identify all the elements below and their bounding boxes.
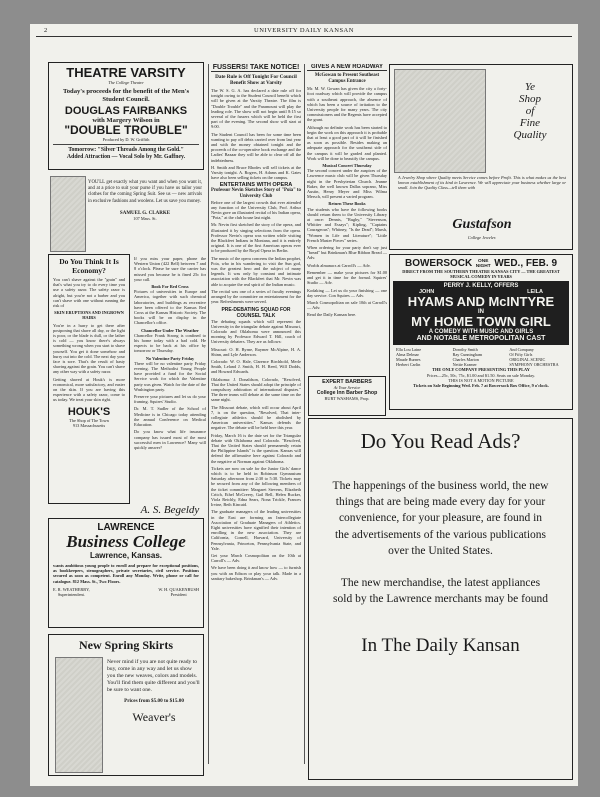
theatre-added: Added Attraction — Vocal Solo by Mr. Gaffney. [66,154,186,160]
roadway-p3: The second concert under the auspices of the Lawrence music club will be given Thursday night in the Presbyterian Church. Jeanne Baker, the well known Dallas soprano, Miss Austin, Henry Meyer and Miss Wilma Mersch, will present a varied program. [307,168,387,200]
notice-heading-valentine: No Valentine Party Friday [145,355,195,361]
theatre-film: "DOUBLE TROUBLE" [64,123,188,138]
college-right-name: W. H. QUAKENBUSH [158,586,199,592]
cast-7: Maude Burnes [396,357,421,363]
fussers-p10: Colorado: W. O. Hale, Clarence Birchhold, Merle Smith, Leland J. Smith, H. H. Reed, Will Dodds, and Howard Edwards. [211,358,301,375]
gustafson-title3: of [525,105,535,117]
college-left-name: E. R. WEATHERBY, [53,586,90,592]
roadway-column [307,64,387,372]
notice-heading-chancellor: Chancellor Under The Weather [141,327,199,333]
bowersock-direct: DIRECT FROM THE SOUTHERN THEATRE KANSAS CITY — THE GREATEST MUSICAL COMEDY IN YEARS [402,269,560,280]
roadway-p6: Worlds almanacs at Carroll's — Adv. [307,262,371,268]
fussers-p14: Tickets are now on sale for the Junior Girls' dance which is to be held in Robinson Gymnasium Saturday afternoon from 2:30 to 5:30. Tickets may be secured from any of the following members of the ticket committee: Margaret Stevens, Elizabeth Critch, Ethel McCreery, Gail Bell, Helen Rucker, Viola Reichly, Edna Sears, Nona Trickle, Frances Irvine, Beth Kincaid. [211,465,301,508]
clarke-tailor-ad [48,174,204,252]
weavers-prices: Prices from $5.00 to $15.00 [124,698,184,704]
read-ads-body2: The new merchandise, the latest appliances sold by the Lawrence merchants may be found [333,577,548,606]
cast-8: Charles Marion [452,357,479,363]
roadway-p2: Although no definite work has been started to begin the work on this approach it is probable that at least a good part of it will be finished as soon as possible. Besides making an adequate approach for the southeast side of the campus it will be graded and planted. Work will be done to beautify the campus. [307,124,387,161]
fussers-p15: The graduate managers of the leading universities in the East are forming an Intercollegiate Association of Graduate Managers of Athletics. Eight universities have signified their intention of enrolling in the new association. They are California, Cornell, Harvard, University of Pennsylvania, Princeton, Pennsylvania State, and Yale. [211,509,301,551]
notice-framing: Preserve your pictures and let us do your framing. Squires' Studio. [134,394,206,405]
theatre-varsity-ad [48,62,204,170]
fussers-p17: We have been doing it and know how — to furnish you with an Edison or play your talk. Made in a sanitary bakeshop. Brinkman's — Adv. [211,565,301,581]
man-illustration [50,176,86,252]
theatre-produced: Produced by D. W. Griffith [102,137,150,143]
roadway-head2: Musical Concert Thursday [322,163,372,169]
roadway-head1: McGowan to Present Southeast Campus Entrance [314,73,380,84]
notice-insurance: Do you know what life insurance company has issued most of the most successful men in Lawrence? Many will quickly answer? [134,429,206,450]
roadway-p9: March Cosmopolitan on sale 10th at Carroll's — Adv. [307,299,387,311]
cast-6: Of Fifty Girls [509,352,533,358]
cast-11: Nettie Kramer [452,362,477,368]
clarke-name: SAMUEL G. CLARKE [119,210,171,216]
notices-column [134,256,206,504]
bowersock-show: MY HOME TOWN GIRL [411,314,551,330]
fussers-title: FUSSERS! TAKE NOTICE! [212,64,300,71]
bowersock-date: WED., FEB. 9 [494,258,558,269]
fussers-p5: Mr. Nevin first sketched the story of the opera, and illustrated it by singing selections from the opera. Professor Nevin's opera was written while visiting the Blackfeet Indians in Montana, and it is entirely original. It is one of the first American operas ever to be produced by the Royal Opera in Berlin. [211,222,301,254]
fussers-p3: H. Smith and Bruce Rhodes will sell tickets at the Varsity tonight. A. Rogers, H. Adams and K. Gates have also been selling tickets on the campus. [211,164,301,181]
read-ads-footer: In The Daily Kansan [361,635,520,657]
roadway-title: GIVES A NEW ROADWAY [307,64,387,71]
cast-9: ORIGINAL SCENIC [509,357,546,363]
college-left-title: Superintendent. [57,592,85,598]
fussers-p11: Oklahoma: J. Donaldson, Colorado, "Resolved, That the United States should adopt the principle of compulsory arbitration of international disputes." The three teams will debate at the same time on the same night. [211,376,301,403]
barbers-line2: At Your Service [333,385,361,390]
read-ads-body1: The happenings of the business world, the new things that are being made every day for your convenience, for your pleasure, are found in the advertisements of the various publications over the United States. [332,480,549,557]
business-college-ad [48,518,204,628]
houks-body2: You're in a hurry to get there after postponing that shave all day, or the light is poor, or the blade is dull, or the lather is cold — you know there's always something wrong when you start to shave yourself. You get it done somehow and hurry out into the cold. The next day your face is sore. That's the result of hasty shaving against the grain. You can't shave any other way with a safety razor. [53,322,125,375]
bowersock-john: JOHN [419,289,435,296]
bowersock-cast: AND NOTABLE METROPOLITAN CAST [416,335,546,343]
notice-red-cross: Pictures of universities in Europe and America, together with such chemical laboratories, and buildings as recreative have been offered to the Kansas Red Cross at the Kansas Historic Society. The books will be on display in the Chancellor's office. [134,289,206,326]
barbers-line1: EXPERT BARBERS [322,379,372,385]
theatre-star: DOUGLAS FAIRBANKS [64,105,188,118]
fussers-head3: Professor Nevin Sketches Story of "Poia" to University Club [211,188,301,200]
houks-body3: Getting shaved at Houk's is more economical, more satisfactory, and easier on the skin. If you are having this experience with a safety razor, come to us today. We treat your skin right. [53,376,125,403]
bowersock-banner [393,281,569,345]
houks-tagline: The Shop of The Town [69,417,109,423]
fussers-column [211,64,301,780]
bowersock-note: THIS IS NOT A MOTION PICTURE [448,377,514,383]
barbers-line4: BURT WASHAMS, Prop. [324,396,370,402]
fussers-p1: The W. S. G. A. has declared a date rule off for tonight owing to the Student Council benefit which will be given at the Varsity Theatre. The film is "Double Trouble" and the Paramount will play the leading role. The show will not begin until 8:15 so several of the fussers which will be held the first part of the evening. The second show will start at 9:00. [211,88,301,130]
bowersock-in: IN [478,309,484,316]
masthead [30,27,578,34]
cast-12: SYMPHONY ORCHESTRA [509,362,559,368]
roadway-p1: Mr. M. W. Gowan has given the city a forty-foot roadway which will provide the campus with a southeast approach, the absence of which has been a source of irritation to the University people for many years. The city commissioners and the Regents have accepted the grant. [307,86,387,123]
notice-sudler: Dr. M. T. Sudler of the School of Medicine is in Chicago today attending the annual Conference on Medical Education. [134,406,206,428]
barbers-line3: College Inn Barber Shop [316,390,378,397]
houks-title: Do You Think It Is Economy? [59,257,119,275]
theatre-tomorrow: Tomorrow: "Silver Threads Among the Gold." [68,147,184,154]
notice-paper: If you miss your paper, phone the Western Union (422 Bell) between 7 and 8 o'clock. Please be sure the carrier has missed you because he is fined 25c for your call. [134,256,206,282]
fussers-head1: Date Rule is Off Tonight For Council Benefit Show at Varsity [215,74,297,86]
bowersock-title: BOWERSOCK [404,258,473,269]
fussers-p6: The music of the opera concerns the Indian prophet, Poia, who in his wandering to visit the Sun god, was the greatest hero and the subject of many legends. It was only by constant and intimate association with the Blackfeet that Mr. Nevin was able to acquire the real spirit of the Indian music. [211,255,301,287]
college-city: Lawrence, Kansas. [89,551,163,560]
roadway-head3: Return These Books [328,201,366,207]
cast-10: Herbert Carlin [396,362,421,368]
college-right-title: President [170,592,187,598]
college-body: wants ambitious young people to enroll and prepare for exceptional positions, as bookkeepers, stenographers, private secretaries, civil service. Positions secured as soon as competent. Enroll any Monday. Write, phone or call for catalogue. 812 Mass. St., Two Floors. [53,563,199,584]
signature: A. S. Begeldy [140,504,200,516]
gustafson-name: Gustafson [452,217,512,232]
roadway-p8: Kodaking — Let us do your finishing — one day service. Con Squires — Adv. [307,287,387,298]
notice-valentine: There will be no valentine party Friday evening. The Methodist Young People have provided a fund for the Social Service work for which the Valentine party was given. Watch for the date of the Washington party. [134,360,206,392]
gustafson-title4: Fine [519,117,541,129]
houks-name: HOUK'S [67,405,111,418]
cast-2: Dorothy Smith [452,347,478,353]
barbers-ad [308,376,386,416]
fussers-p13: Friday, March 16 is the date set for the Triangular debate with Oklahoma and Colorado. "Resolved, That the United States should permanently retain the Philippine Islands" is the question. Kansas will defend the affirmative here against Colorado and the negative at Norman against Oklahoma. [211,432,301,464]
college-top: LAWRENCE [97,522,155,533]
gustafson-title2: Shop [519,93,541,105]
gustafson-title1: Ye [525,81,535,93]
fussers-p12: The Missouri debate, which will occur about April 7, is on the question, "Resolved, That inter-collegiate athletics should be abolished by American universities." Kansas defends the negative. The debate will be held here this year. [211,404,301,431]
fussers-p16: Get your March Cosmopolitan on the 10th at Carroll's — Adv. [211,553,301,564]
cast-5: Ray Cunningham [452,352,483,358]
weavers-title: New Spring Skirts [78,638,173,652]
paper-title: UNIVERSITY DAILY KANSAN [254,27,354,34]
weavers-body: Never mind if you are not quite ready to buy, come in any way and let us show you the new weaves, colors and models. You'll find them quite different and you'll be sure to want one. [107,659,200,693]
houks-sub: SKIN ERUPTIONS AND INGROWN HAIRS [54,310,124,321]
fussers-p8: The debating squads which will represent the University in the triangular debate against Missouri, Colorado and Oklahoma were announced this morning by Professor Edward T. Hill, coach of University debaters. They are as follows: [211,318,301,345]
notice-heading-red-cross: Book For Red Cross [151,284,189,290]
fussers-p7: The recital was one of a series of faculty evenings arranged by the committee on entertainment for the year. Refreshments were served. [211,288,301,305]
theatre-with: with Margery Wilson in [92,117,160,125]
page-number: 2 [44,27,48,34]
theatre-title: THEATRE VARSITY [66,65,186,80]
cast-4: Alma Delmar [396,352,419,358]
fussers-p9: Missouri: O. H. Byrne, Raymer McAlpine, H. A. Shinn, and Lyle Anderson. [211,346,301,357]
newspaper-page [30,24,578,786]
read-ads-box [308,418,573,780]
weavers-name: Weaver's [132,710,176,724]
theatre-subtitle: The College Theatre [108,80,144,85]
gustafson-ad [389,64,573,250]
weavers-ad [48,634,204,776]
clarke-body: YOU'LL get exactly what you want and when you want it, and at a price to suit your purse if you have us tailor your clothes for the coming Spring Suit. See us — new arrivals in exclusive fashions and woolens. Let us save you money. [88,180,202,204]
cast-3: And Company [509,347,534,353]
fussers-p2: The Student Council has been for some time been wanting to pay off debts carried over from last year and with the money obtained tonight and the proceeds of the co-operative book exchange and the Ladies' Bazaar they will be able to clear off all the indebtedness. [211,131,301,163]
bowersock-desc: A COMEDY WITH MUSIC AND GIRLS [428,329,534,336]
cast-1: Ella Lou Laine [396,347,422,353]
clarke-address: 107 Mass. St. [133,216,157,222]
houks-address: 913 Massachusetts [72,422,106,428]
roadway-p4: The students who have the following books should return them to the University Library at once: Dennis, "Rugby," "Stevenson, Whittier and Essays"; Kipling, "Captains Courageous"; Whitney, "Is the Dead"; Marsh, "Women in Life and Literature"; "Little French Master Pieces" series. [307,206,387,243]
fussers-head2: ENTERTAINS WITH OPERA [219,182,293,189]
theatre-lead: Today's proceeds for the benefit of the Men's Student Council. [62,88,190,103]
bowersock-stars: HYAMS AND McINTYRE [407,294,555,310]
bowersock-offers: PERRY J. KELLY, OFFERS [443,283,519,290]
houks-ad [48,254,130,504]
roadway-p10: Read the Daily Kansan here. [307,312,357,318]
gustafson-body: A Jewelry Shop where Quality meets Service comes before Profit. This is what makes us the best known establishment of its kind in Lawrence. We will appreciate your business whether large or small. Join the Quality Class—tell them with [398,175,566,191]
bowersock-ad [389,254,573,410]
notice-chancellor: Chancellor Frank Strong is confined to his home today with a bad cold. He expects to be back at his office by tomorrow or Thursday. [134,332,206,354]
fussers-head4: PRE-DEBATING SQUAD FOR COUNSEL TALK [221,306,291,319]
bowersock-one-night: ONE NIGHT [475,258,491,269]
gustafson-sub: College Jeweler. [467,235,497,240]
bowersock-pricing: THE ONLY COMPANY PRESENTING THIS PLAY [432,367,530,373]
college-title: Business College [66,532,186,551]
roadway-p5: When ordering for your party don't say just "bread" but Brinkman's Blue Ribbon Bread — Adv. [307,245,387,261]
shop-illustration [394,69,486,173]
bowersock-prices: Prices—25c, 50c, 75c, $1.00 and $1.50. Seats on sale Monday. [426,372,536,378]
bowersock-mail: Tickets on Sale Beginning Wed. Feb. 7 at Bowersock Box Office, 9 o'clock. [413,383,549,389]
houks-body1: You can't shave against the "grain" and that's what you try to do every time you use a safety razor. The safety razor is alright, but you're not a barber and you can't shave with one without running the risk of [53,277,125,309]
roadway-p7: Remember — make your pictures for $1.00 and get it in time for the formal. Squires' Studio — Adv. [307,269,387,286]
fussers-p4: Before one of the largest crowds that ever attended any function of the University Club, Prof. Arthur Nevin gave an illustrated recital of his Indian opera, "Poia," at the club house last night. [211,199,301,221]
woman-illustration [55,657,103,773]
bowersock-leila: LEILA [527,289,543,296]
read-ads-title: Do You Read Ads? [360,429,521,453]
gustafson-title5: Quality [513,129,547,141]
